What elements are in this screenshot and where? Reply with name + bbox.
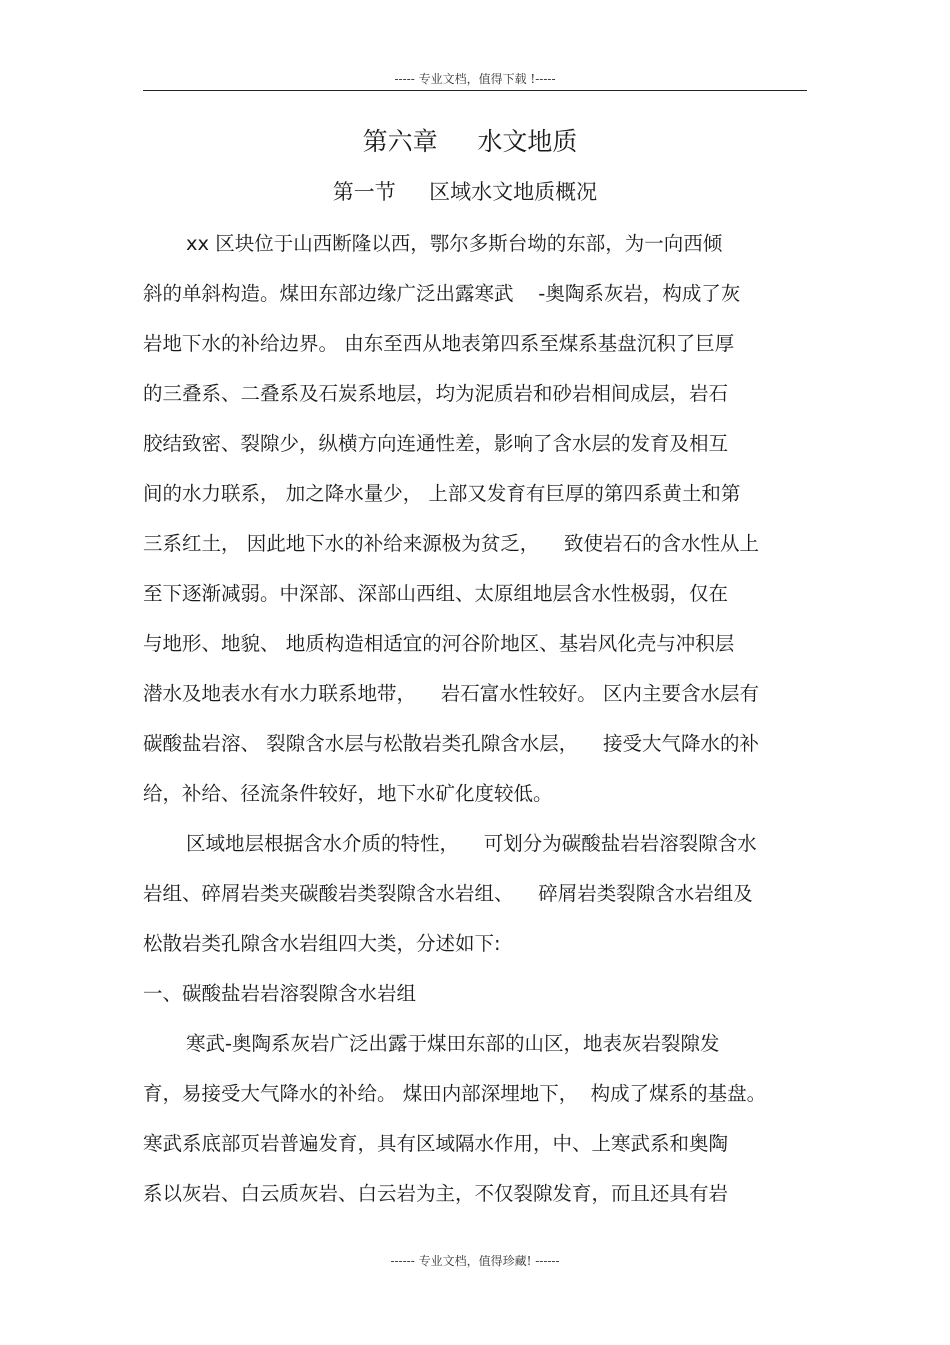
text-line: 斜的单斜构造。煤田东部边缘广泛出露寒武 -奥陶系灰岩，构成了灰 bbox=[143, 282, 741, 305]
text-line: 寒武系底部页岩普遍发育，具有区域隔水作用，中、上寒武系和奥陶 bbox=[143, 1132, 729, 1155]
text-line: 碳酸盐岩溶、 裂隙含水层与松散岩类孔隙含水层， 接受大气降水的补 bbox=[143, 732, 759, 755]
text-line: 至下逐渐减弱。中深部、深部山西组、太原组地层含水性极弱，仅在 bbox=[143, 582, 729, 605]
text-line: 区域地层根据含水介质的特性， 可划分为碳酸盐岩岩溶裂隙含水 bbox=[186, 832, 757, 855]
text-line: xx 区块位于山西断隆以西，鄂尔多斯台坳的东部，为一向西倾 bbox=[186, 232, 723, 255]
text-line: 育，易接受大气降水的补给。 煤田内部深埋地下， 构成了煤系的基盘。 bbox=[143, 1082, 767, 1105]
text-line: 的三叠系、二叠系及石炭系地层，均为泥质岩和砂岩相间成层，岩石 bbox=[143, 382, 729, 405]
text-line: 岩组、碎屑岩类夹碳酸岩类裂隙含水岩组、 碎屑岩类裂隙含水岩组及 bbox=[143, 882, 753, 905]
text-line: 潜水及地表水有水力联系地带， 岩石富水性较好。 区内主要含水层有 bbox=[143, 682, 759, 705]
text-line: 间的水力联系， 加之降水量少， 上部又发育有巨厚的第四系黄土和第 bbox=[143, 482, 741, 505]
section-title: 第一节 区域水文地质概况 bbox=[332, 180, 598, 204]
page-footer-text: ------ 专业文档，值得珍藏! ------ bbox=[390, 1254, 560, 1268]
text-line: 岩地下水的补给边界。 由东至西从地表第四系至煤系基盘沉积了巨厚 bbox=[143, 332, 735, 355]
text-line: 与地形、地貌、 地质构造相适宜的河谷阶地区、基岩风化壳与冲积层 bbox=[143, 632, 735, 655]
text-line: 系以灰岩、白云质灰岩、白云岩为主，不仅裂隙发育，而且还具有岩 bbox=[143, 1182, 729, 1205]
subsection-heading: 一、碳酸盐岩岩溶裂隙含水岩组 bbox=[143, 982, 417, 1005]
page-header-text: ----- 专业文档，值得下载 !----- bbox=[394, 72, 556, 86]
text-line: 松散岩类孔隙含水岩组四大类，分述如下: bbox=[143, 932, 501, 955]
header-divider bbox=[143, 90, 807, 91]
text-line: 三系红土， 因此地下水的补给来源极为贫乏， 致使岩石的含水性从上 bbox=[143, 532, 759, 555]
text-line: 寒武-奥陶系灰岩广泛出露于煤田东部的山区，地表灰岩裂隙发 bbox=[186, 1032, 720, 1055]
body-text bbox=[143, 225, 808, 1225]
chapter-title: 第六章 水文地质 bbox=[362, 127, 578, 156]
text-line: 胶结致密、裂隙少，纵横方向连通性差，影响了含水层的发育及相互 bbox=[143, 432, 729, 455]
text-line: 给，补给、径流条件较好，地下水矿化度较低。 bbox=[143, 782, 553, 805]
